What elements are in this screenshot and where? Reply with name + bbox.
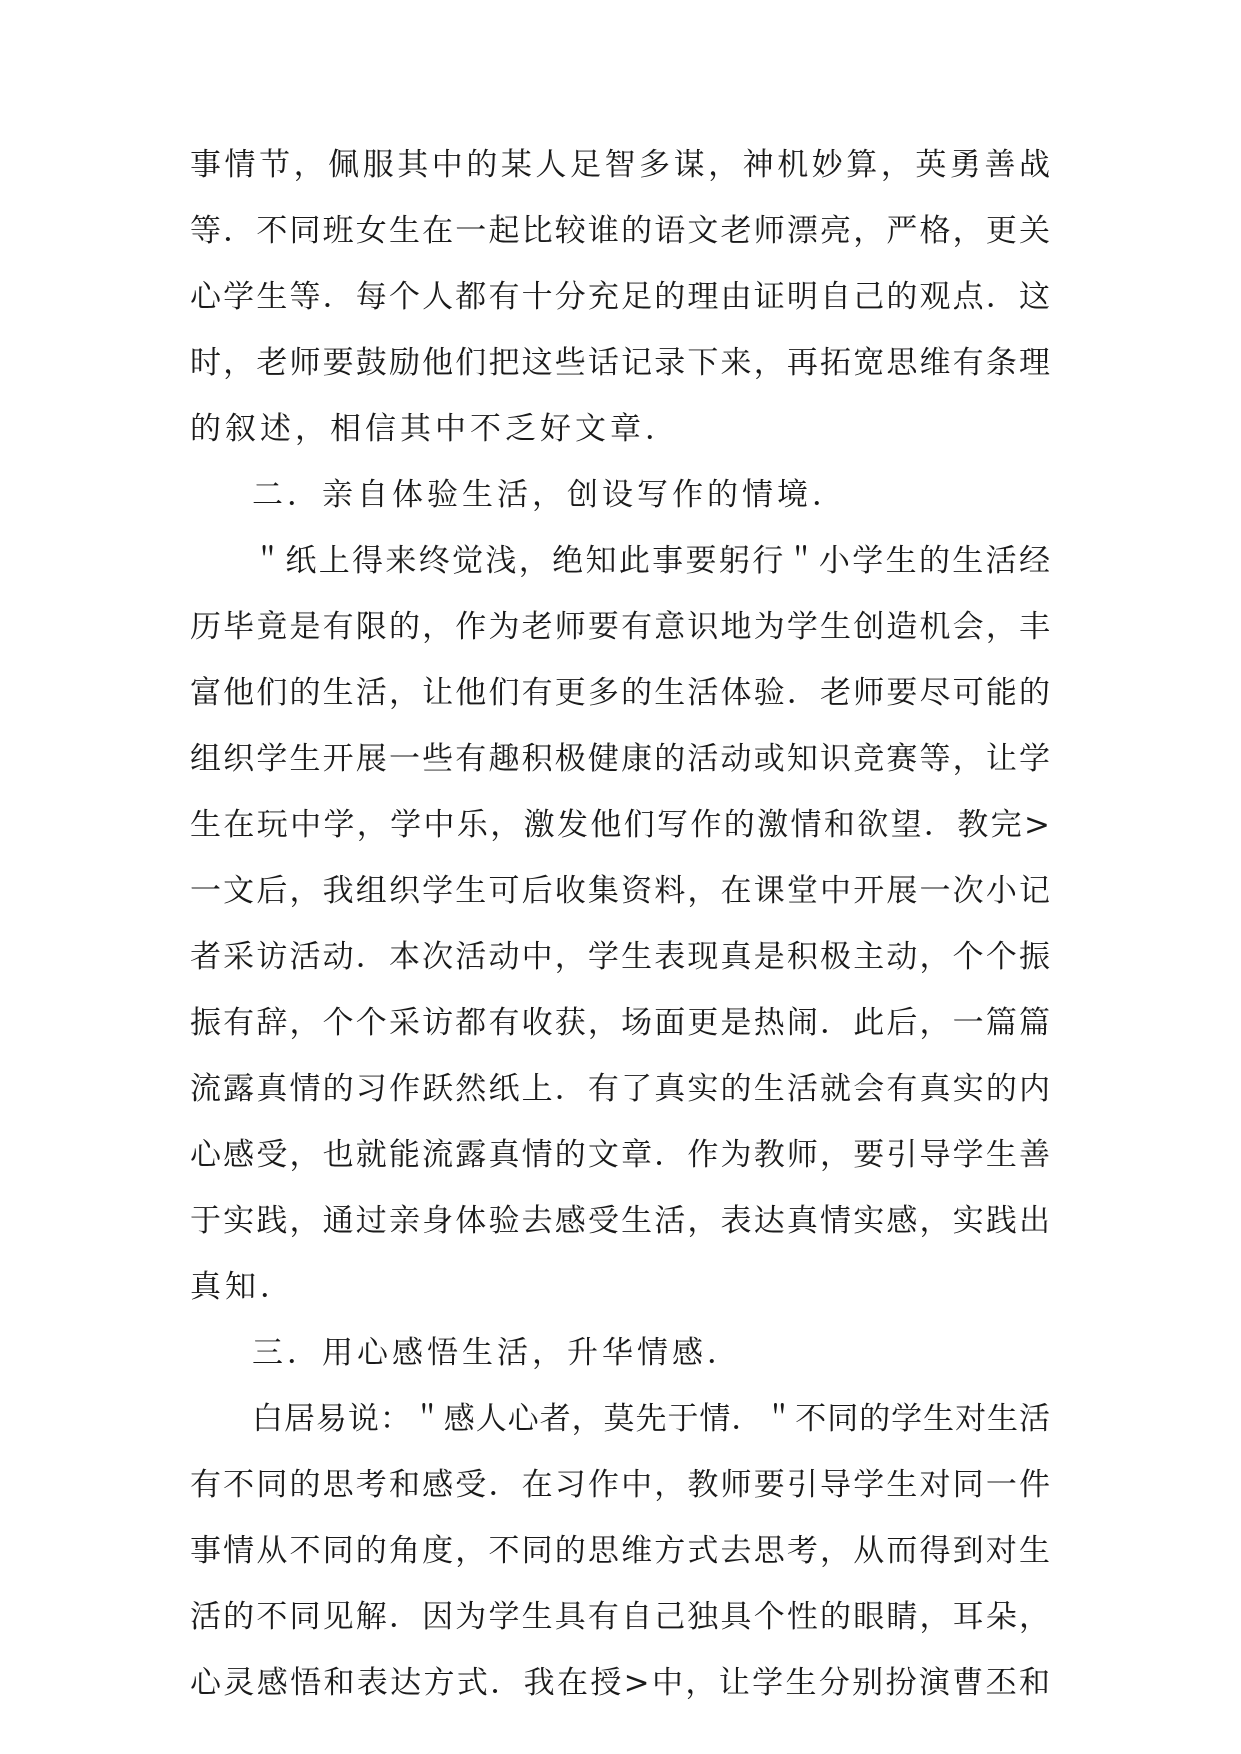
section-heading: 二．亲自体验生活，创设写作的情境．: [252, 477, 847, 513]
text-line: 组织学生开展一些有趣积极健康的活动或知识竞赛等，让学: [190, 741, 1050, 777]
text-line: 事情节，佩服其中的某人足智多谋，神机妙算，英勇善战: [190, 147, 1050, 183]
paragraph-first-line: ＂纸上得来终觉浅，绝知此事要躬行＂小学生的生活经: [252, 543, 1050, 579]
text-line: 活的不同见解．因为学生具有自己独具个性的眼睛，耳朵，: [190, 1599, 1050, 1635]
text-line: 事情从不同的角度，不同的思维方式去思考，从而得到对生: [190, 1533, 1050, 1569]
text-line: 生在玩中学，学中乐，激发他们写作的激情和欲望．教完>: [190, 807, 1050, 843]
text-line: 心学生等．每个人都有十分充足的理由证明自己的观点．这: [190, 279, 1050, 315]
text-line: 的叙述，相信其中不乏好文章．: [190, 411, 680, 447]
text-line: 有不同的思考和感受．在习作中，教师要引导学生对同一件: [190, 1467, 1050, 1503]
text-line: 心感受，也就能流露真情的文章．作为教师，要引导学生善: [190, 1137, 1050, 1173]
text-line: 真知．: [190, 1269, 295, 1305]
text-line: 于实践，通过亲身体验去感受生活，表达真情实感，实践出: [190, 1203, 1050, 1239]
text-line: 时，老师要鼓励他们把这些话记录下来，再拓宽思维有条理: [190, 345, 1050, 381]
text-line: 一文后，我组织学生可后收集资料，在课堂中开展一次小记: [190, 873, 1050, 909]
text-line: 历毕竟是有限的，作为老师要有意识地为学生创造机会，丰: [190, 609, 1050, 645]
paragraph-first-line: 白居易说：＂感人心者，莫先于情．＂不同的学生对生活: [252, 1401, 1050, 1437]
section-heading: 三．用心感悟生活，升华情感．: [252, 1335, 742, 1371]
text-line: 振有辞，个个采访都有收获，场面更是热闹．此后，一篇篇: [190, 1005, 1050, 1041]
text-line: 流露真情的习作跃然纸上．有了真实的生活就会有真实的内: [190, 1071, 1050, 1107]
text-line: 者采访活动．本次活动中，学生表现真是积极主动，个个振: [190, 939, 1050, 975]
text-line: 富他们的生活，让他们有更多的生活体验．老师要尽可能的: [190, 675, 1050, 711]
text-line: 等．不同班女生在一起比较谁的语文老师漂亮，严格，更关: [190, 213, 1050, 249]
text-line: 心灵感悟和表达方式．我在授>中，让学生分别扮演曹丕和: [190, 1665, 1050, 1701]
